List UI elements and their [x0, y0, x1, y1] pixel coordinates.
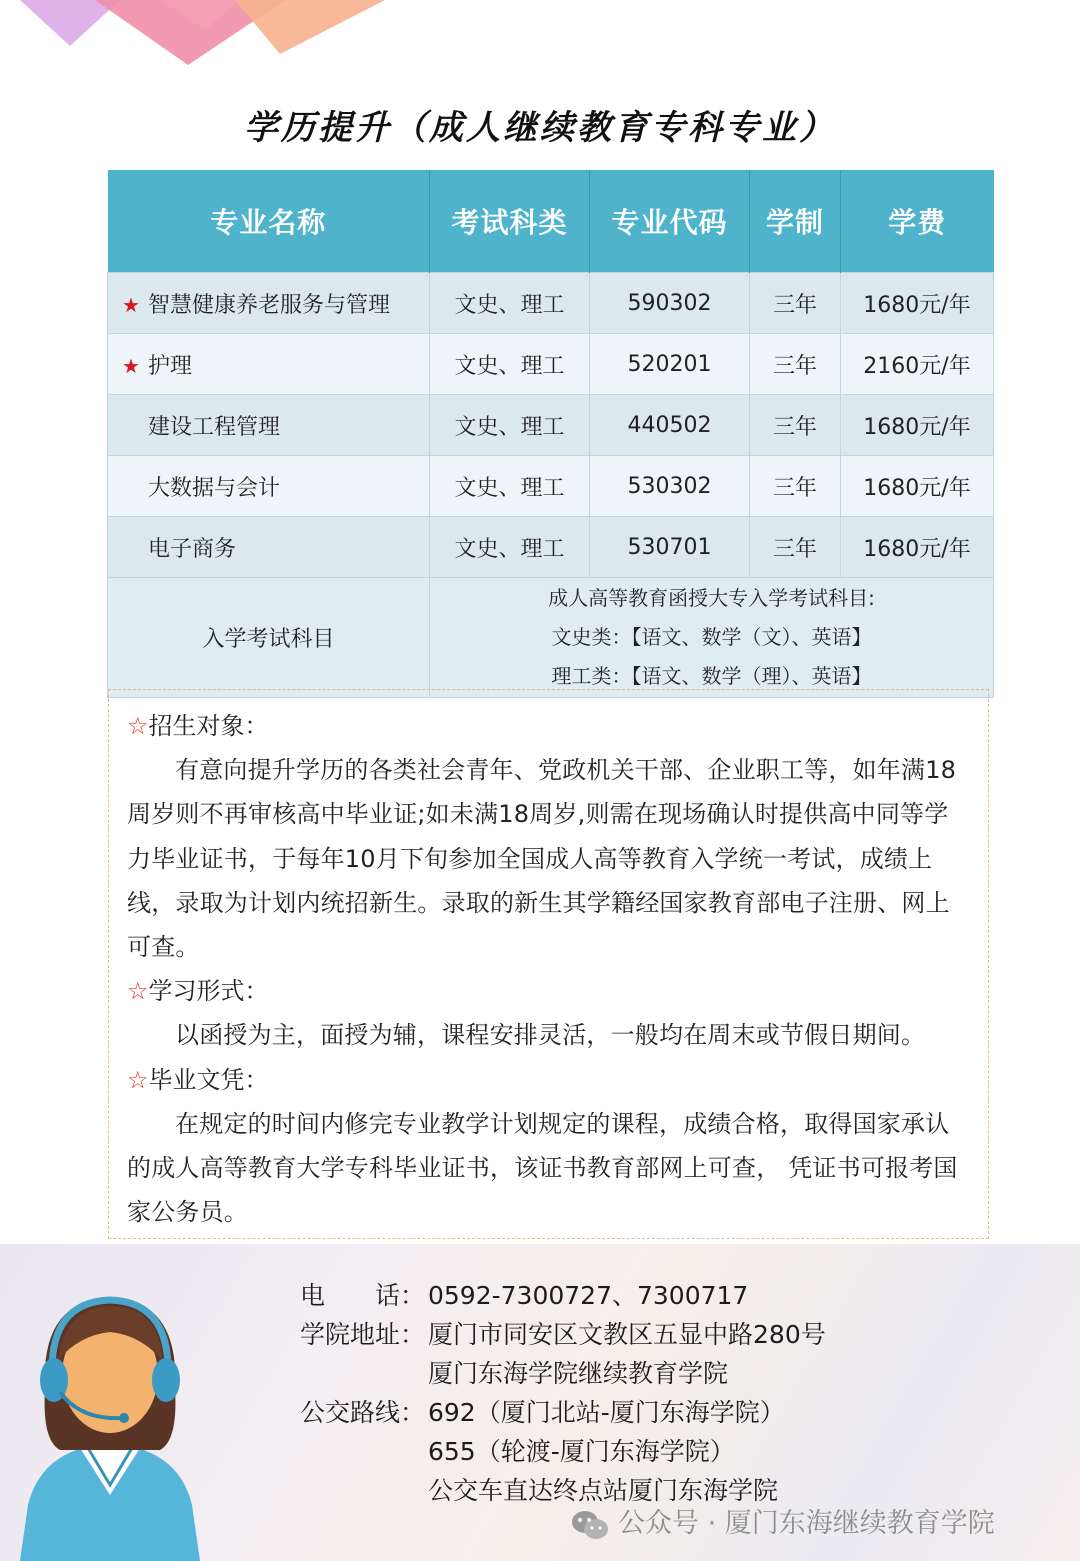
header-exam-category: 考试科类: [430, 170, 590, 273]
major-name: 护理: [148, 353, 193, 379]
major-name-cell: [108, 273, 430, 334]
exam-subjects-row: [108, 578, 994, 698]
exam-category: 文史、理工: [430, 456, 590, 517]
customer-service-avatar-icon: [10, 1280, 210, 1561]
exam-category: 文史、理工: [430, 334, 590, 395]
contact-footer: [0, 1244, 1080, 1561]
table-row: [108, 395, 994, 456]
tuition: 2160元/年: [841, 334, 994, 395]
featured-star-icon: ★: [122, 353, 140, 378]
exam-category: 文史、理工: [430, 273, 590, 334]
bus-label: 公交路线：: [300, 1398, 426, 1427]
wechat-icon: [570, 1509, 610, 1541]
majors-table: [107, 170, 994, 698]
address-row: [300, 1315, 826, 1354]
major-code: 530302: [590, 456, 750, 517]
tuition: 1680元/年: [841, 395, 994, 456]
address-label: 学院地址：: [300, 1320, 426, 1349]
tuition: 1680元/年: [841, 456, 994, 517]
phone-number[interactable]: 0592-7300727、7300717: [428, 1281, 749, 1310]
exam-line: 理工类：【语文、数学（理）、英语】: [551, 664, 872, 688]
tuition: 1680元/年: [841, 273, 994, 334]
bus-line: 公交车直达终点站厦门东海学院: [428, 1476, 779, 1505]
major-name-cell: [108, 517, 430, 578]
exam-category: 文史、理工: [430, 395, 590, 456]
major-name-cell: [108, 456, 430, 517]
major-name-cell: [108, 395, 430, 456]
header-major-code: 专业代码: [590, 170, 750, 273]
major-code: 530701: [590, 517, 750, 578]
table-row: [108, 456, 994, 517]
header-tuition: 学费: [841, 170, 994, 273]
section-title-study-mode: ☆学习形式：: [127, 977, 269, 1006]
address-line: 厦门市同安区文教区五显中路280号: [428, 1320, 826, 1349]
table-row: [108, 517, 994, 578]
major-name: 大数据与会计: [148, 475, 281, 501]
duration: 三年: [750, 395, 841, 456]
section-text-study-mode: 以函授为主，面授为辅，课程安排灵活，一般均在周末或节假日期间。: [175, 1021, 926, 1050]
section-title-diploma: ☆毕业文凭：: [127, 1065, 269, 1094]
table-row: [108, 273, 994, 334]
duration: 三年: [750, 334, 841, 395]
duration: 三年: [750, 456, 841, 517]
major-name: 智慧健康养老服务与管理: [148, 292, 391, 318]
address-line: 厦门东海学院继续教育学院: [428, 1359, 729, 1388]
major-name-cell: [108, 334, 430, 395]
watermark-text: 公众号 · 厦门东海继续教育学院: [618, 1508, 995, 1539]
table-row: [108, 334, 994, 395]
bus-row: [300, 1432, 826, 1471]
duration: 三年: [750, 517, 841, 578]
major-code: 440502: [590, 395, 750, 456]
watermark: [570, 1501, 995, 1541]
hollow-star-icon: ☆: [127, 1065, 149, 1094]
contact-info: [300, 1276, 826, 1510]
major-name: 电子商务: [148, 536, 237, 562]
top-decoration: [0, 0, 420, 70]
major-code: 520201: [590, 334, 750, 395]
header-major-name: 专业名称: [108, 170, 430, 273]
phone-row: [300, 1276, 826, 1315]
exam-category: 文史、理工: [430, 517, 590, 578]
exam-line: 成人高等教育函授大专入学考试科目:: [548, 586, 875, 610]
exam-subjects-detail: [430, 578, 994, 698]
info-box: [108, 689, 989, 1239]
bus-row: [300, 1393, 826, 1432]
section-title-enrollment: ☆招生对象：: [127, 712, 269, 740]
hollow-star-icon: ☆: [127, 977, 149, 1006]
bus-line: 692（厦门北站-厦门东海学院）: [428, 1398, 785, 1427]
major-code: 590302: [590, 273, 750, 334]
header-duration: 学制: [750, 170, 841, 273]
exam-line: 文史类：【语文、数学（文）、英语】: [551, 625, 872, 649]
featured-star-icon: ★: [122, 292, 140, 317]
section-text-diploma: 在规定的时间内修完专业教学计划规定的课程，成绩合格，取得国家承认的成人高等教育大学专科毕业证书，该证书教育部网上可查， 凭证书可报考国家公务员。: [127, 1109, 958, 1227]
major-name: 建设工程管理: [148, 414, 281, 440]
section-text-enrollment: 有意向提升学历的各类社会青年、党政机关干部、企业职工等，如年满18周岁则不再审核高中毕业证;如未满18周岁,则需在现场确认时提供高中同等学力毕业证书，于每年10月下旬参加全国成人高等教育入学统一考试，成绩上线，录取为计划内统招新生。录取的新生其学籍经国家教育部电子注册、网上可查。: [127, 756, 957, 962]
hollow-star-icon: ☆: [127, 712, 149, 740]
duration: 三年: [750, 273, 841, 334]
bus-line: 655（轮渡-厦门东海学院）: [428, 1437, 735, 1466]
address-row: [300, 1354, 826, 1393]
tuition: 1680元/年: [841, 517, 994, 578]
table-header-row: [108, 170, 994, 273]
exam-subjects-label: 入学考试科目: [108, 578, 430, 698]
phone-label: 电 话：: [300, 1281, 426, 1310]
page-title: 学历提升（成人继续教育专科专业）: [244, 108, 836, 148]
